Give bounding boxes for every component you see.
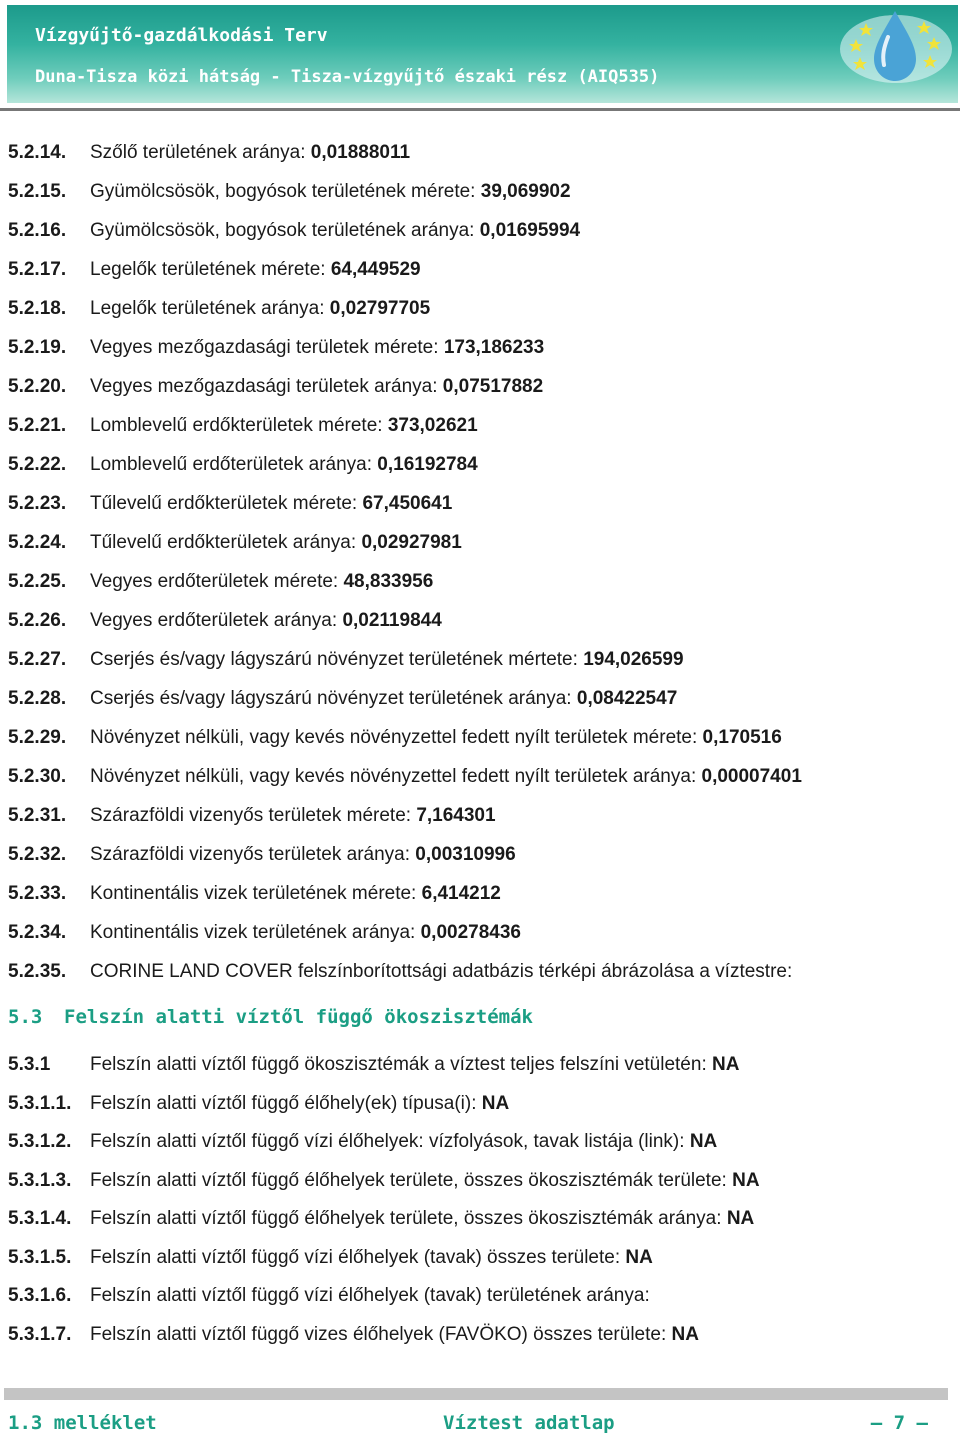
item-number: 5.2.18. xyxy=(8,298,67,319)
item-label: Felszín alatti víztől függő vízi élőhelyek (tavak) összes területe: xyxy=(90,1246,626,1268)
item-label: Kontinentális vizek területének aránya: xyxy=(90,922,421,943)
item-text xyxy=(90,526,462,560)
list-item xyxy=(8,370,948,409)
list-item xyxy=(8,1318,948,1357)
item-number: 5.2.24. xyxy=(8,532,67,553)
item-label: Felszín alatti víztől függő ökoszisztémák a víztest teljes felszíni vetületén: xyxy=(90,1054,712,1075)
item-text xyxy=(90,838,516,872)
list-item xyxy=(8,526,948,565)
item-text xyxy=(90,1241,653,1275)
list-item xyxy=(8,643,948,682)
item-number: 5.2.20. xyxy=(8,376,67,397)
item-number: 5.2.33. xyxy=(8,883,67,904)
item-text xyxy=(90,643,684,677)
item-number: 5.2.15. xyxy=(8,181,67,202)
list-item xyxy=(8,487,948,526)
item-value: 0,16192784 xyxy=(377,454,478,475)
list-item xyxy=(8,1241,948,1280)
footer-doc-title: Víztest adatlap xyxy=(443,1412,615,1434)
list-item xyxy=(8,1202,948,1241)
item-number: 5.2.31. xyxy=(8,805,67,826)
item-value: NA xyxy=(625,1246,653,1268)
item-text xyxy=(90,1164,760,1198)
item-value: 0,00278436 xyxy=(420,922,521,943)
item-number: 5.3.1.2. xyxy=(8,1131,72,1152)
item-text xyxy=(90,253,421,287)
item-label: CORINE LAND COVER felszínborítottsági adatbázis térképi ábrázolása a víztestre: xyxy=(90,961,793,982)
item-value: 0,07517882 xyxy=(442,376,544,397)
item-label: Felszín alatti víztől függő élőhely(ek) típusa(i): xyxy=(90,1092,482,1114)
list-item xyxy=(8,682,948,721)
item-number: 5.2.35. xyxy=(8,961,67,982)
item-label: Felszín alatti víztől függő vízi élőhelyek: vízfolyások, tavak listája (link): xyxy=(90,1131,690,1152)
item-number: 5.3.1.1. xyxy=(8,1092,72,1114)
item-number: 5.2.22. xyxy=(8,454,67,475)
list-item xyxy=(8,175,948,214)
list-item xyxy=(8,1164,948,1203)
item-label: Kontinentális vizek területének mérete: xyxy=(90,883,422,904)
item-number: 5.3.1 xyxy=(8,1054,51,1075)
item-value: 0,01888011 xyxy=(310,142,411,163)
item-text xyxy=(90,565,433,599)
item-value: 0,02797705 xyxy=(329,298,431,319)
item-number: 5.2.16. xyxy=(8,220,67,241)
item-text xyxy=(90,604,442,638)
list-item xyxy=(8,331,948,370)
item-value: 0,170516 xyxy=(702,727,782,748)
item-value: 0,00007401 xyxy=(701,766,802,787)
list-item xyxy=(8,1279,948,1318)
item-text xyxy=(90,331,544,365)
item-list-ecosystems xyxy=(8,1048,948,1356)
item-text xyxy=(90,799,496,833)
item-value: NA xyxy=(732,1169,760,1191)
item-label: Vegyes erdőterületek aránya: xyxy=(90,610,343,631)
item-value: 373,02621 xyxy=(387,415,478,436)
list-item xyxy=(8,721,948,760)
item-number: 5.3.1.4. xyxy=(8,1208,72,1229)
item-number: 5.2.17. xyxy=(8,259,67,280)
item-label: Növényzet nélküli, vagy kevés növényzettel fedett nyílt területek mérete: xyxy=(90,727,703,748)
item-number: 5.2.28. xyxy=(8,688,67,709)
footer-annex: 1.3 melléklet xyxy=(8,1412,157,1434)
item-label: Szőlő területének aránya: xyxy=(90,142,311,163)
item-label: Felszín alatti víztől függő élőhelyek területe, összes ökoszisztémák aránya: xyxy=(90,1208,727,1229)
item-value: NA xyxy=(689,1131,718,1152)
footer-divider xyxy=(4,1388,948,1400)
item-number: 5.2.21. xyxy=(8,415,67,436)
item-value: 194,026599 xyxy=(583,649,684,670)
water-drop-logo-icon xyxy=(824,9,954,85)
item-number: 5.2.27. xyxy=(8,649,67,670)
list-item xyxy=(8,799,948,838)
item-text xyxy=(90,1087,509,1121)
item-list xyxy=(8,136,948,994)
item-label: Tűlevelű erdőkterületek aránya: xyxy=(90,532,362,553)
list-item xyxy=(8,604,948,643)
header-divider xyxy=(0,108,960,111)
item-value: 6,414212 xyxy=(421,883,501,904)
item-number: 5.3.1.3. xyxy=(8,1169,72,1191)
list-item xyxy=(8,838,948,877)
list-item xyxy=(8,565,948,604)
item-value: NA xyxy=(481,1092,510,1114)
item-text xyxy=(90,175,571,209)
item-value: 0,00310996 xyxy=(415,844,516,865)
list-item xyxy=(8,1087,948,1126)
list-item xyxy=(8,877,948,916)
item-label: Vegyes mezőgazdasági területek mérete: xyxy=(90,337,444,358)
item-text xyxy=(90,1125,717,1159)
item-number: 5.2.29. xyxy=(8,727,67,748)
item-number: 5.2.25. xyxy=(8,571,67,592)
item-text xyxy=(90,370,543,404)
item-value: 0,02927981 xyxy=(361,532,462,553)
item-text xyxy=(90,877,501,911)
list-item xyxy=(8,448,948,487)
item-value: 0,02119844 xyxy=(342,610,442,631)
item-number: 5.3.1.6. xyxy=(8,1285,72,1306)
item-label: Vegyes erdőterületek mérete: xyxy=(90,571,344,592)
item-number: 5.2.32. xyxy=(8,844,67,865)
item-number: 5.2.23. xyxy=(8,493,67,514)
list-item xyxy=(8,136,948,175)
item-label: Gyümölcsösök, bogyósok területének mérete: xyxy=(90,181,481,202)
item-number: 5.2.26. xyxy=(8,610,67,631)
item-label: Tűlevelű erdőkterületek mérete: xyxy=(90,493,363,514)
item-label: Lomblevelű erdőkterületek mérete: xyxy=(90,415,388,436)
item-number: 5.3.1.5. xyxy=(8,1246,72,1268)
item-label: Gyümölcsösök, bogyósok területének aránya: xyxy=(90,220,480,241)
item-label: Növényzet nélküli, vagy kevés növényzettel fedett nyílt területek aránya: xyxy=(90,766,702,787)
item-value: 0,01695994 xyxy=(479,220,581,241)
item-value: NA xyxy=(712,1054,740,1075)
item-label: Felszín alatti víztől függő vízi élőhelyek (tavak) területének aránya: xyxy=(90,1285,650,1306)
header-title: Vízgyűjtő-gazdálkodási Terv xyxy=(35,25,328,46)
item-number: 5.2.34. xyxy=(8,922,67,943)
section-title: Felszín alatti víztől függő ökoszisztémák xyxy=(64,1006,533,1028)
item-label: Cserjés és/vagy lágyszárú növényzet területének mértete: xyxy=(90,649,584,670)
item-value: 48,833956 xyxy=(343,571,434,592)
item-value: 0,08422547 xyxy=(576,688,678,709)
list-item xyxy=(8,292,948,331)
list-item xyxy=(8,253,948,292)
item-label: Szárazföldi vizenyős területek aránya: xyxy=(90,844,416,865)
document-body xyxy=(8,136,948,1356)
item-label: Legelők területének aránya: xyxy=(90,298,330,319)
item-value: 64,449529 xyxy=(330,259,421,280)
item-value: NA xyxy=(726,1208,755,1229)
item-text xyxy=(90,916,521,950)
footer-page-number: — 7 — xyxy=(870,1412,928,1434)
item-value: 7,164301 xyxy=(416,805,496,826)
item-text xyxy=(90,214,580,248)
item-text xyxy=(90,136,410,170)
item-text xyxy=(90,1202,754,1236)
item-value: 67,450641 xyxy=(362,493,453,514)
section-number: 5.3 xyxy=(8,1006,43,1028)
list-item xyxy=(8,214,948,253)
page-header xyxy=(7,5,958,103)
page-footer xyxy=(8,1412,928,1438)
item-text xyxy=(90,1318,699,1352)
list-item xyxy=(8,760,948,799)
item-number: 5.2.30. xyxy=(8,766,67,787)
item-text xyxy=(90,760,802,794)
item-text xyxy=(90,409,478,443)
item-label: Cserjés és/vagy lágyszárú növényzet területének aránya: xyxy=(90,688,577,709)
item-label: Lomblevelű erdőterületek aránya: xyxy=(90,454,378,475)
list-item xyxy=(8,955,948,994)
item-text xyxy=(90,682,677,716)
header-subtitle: Duna-Tisza közi hátság - Tisza-vízgyűjtő északi rész (AIQ535) xyxy=(35,67,660,87)
item-text xyxy=(90,487,452,521)
item-text xyxy=(90,721,782,755)
item-label: Felszín alatti víztől függő élőhelyek területe, összes ökoszisztémák területe: xyxy=(90,1169,733,1191)
item-value: 173,186233 xyxy=(443,337,545,358)
item-label: Szárazföldi vizenyős területek mérete: xyxy=(90,805,417,826)
list-item xyxy=(8,1048,948,1087)
item-number: 5.2.14. xyxy=(8,142,67,163)
item-text xyxy=(90,1279,650,1313)
item-text xyxy=(90,955,792,989)
list-item xyxy=(8,409,948,448)
item-label: Legelők területének mérete: xyxy=(90,259,331,280)
item-label: Vegyes mezőgazdasági területek aránya: xyxy=(90,376,443,397)
item-text xyxy=(90,448,478,482)
list-item xyxy=(8,1125,948,1164)
item-text xyxy=(90,1048,739,1082)
section-heading xyxy=(8,998,948,1048)
item-number: 5.3.1.7. xyxy=(8,1323,72,1345)
item-label: Felszín alatti víztől függő vizes élőhelyek (FAVÖKO) összes területe: xyxy=(90,1323,672,1345)
item-text xyxy=(90,292,430,326)
item-value: NA xyxy=(671,1323,699,1345)
item-value: 39,069902 xyxy=(480,181,571,202)
item-number: 5.2.19. xyxy=(8,337,67,358)
list-item xyxy=(8,916,948,955)
